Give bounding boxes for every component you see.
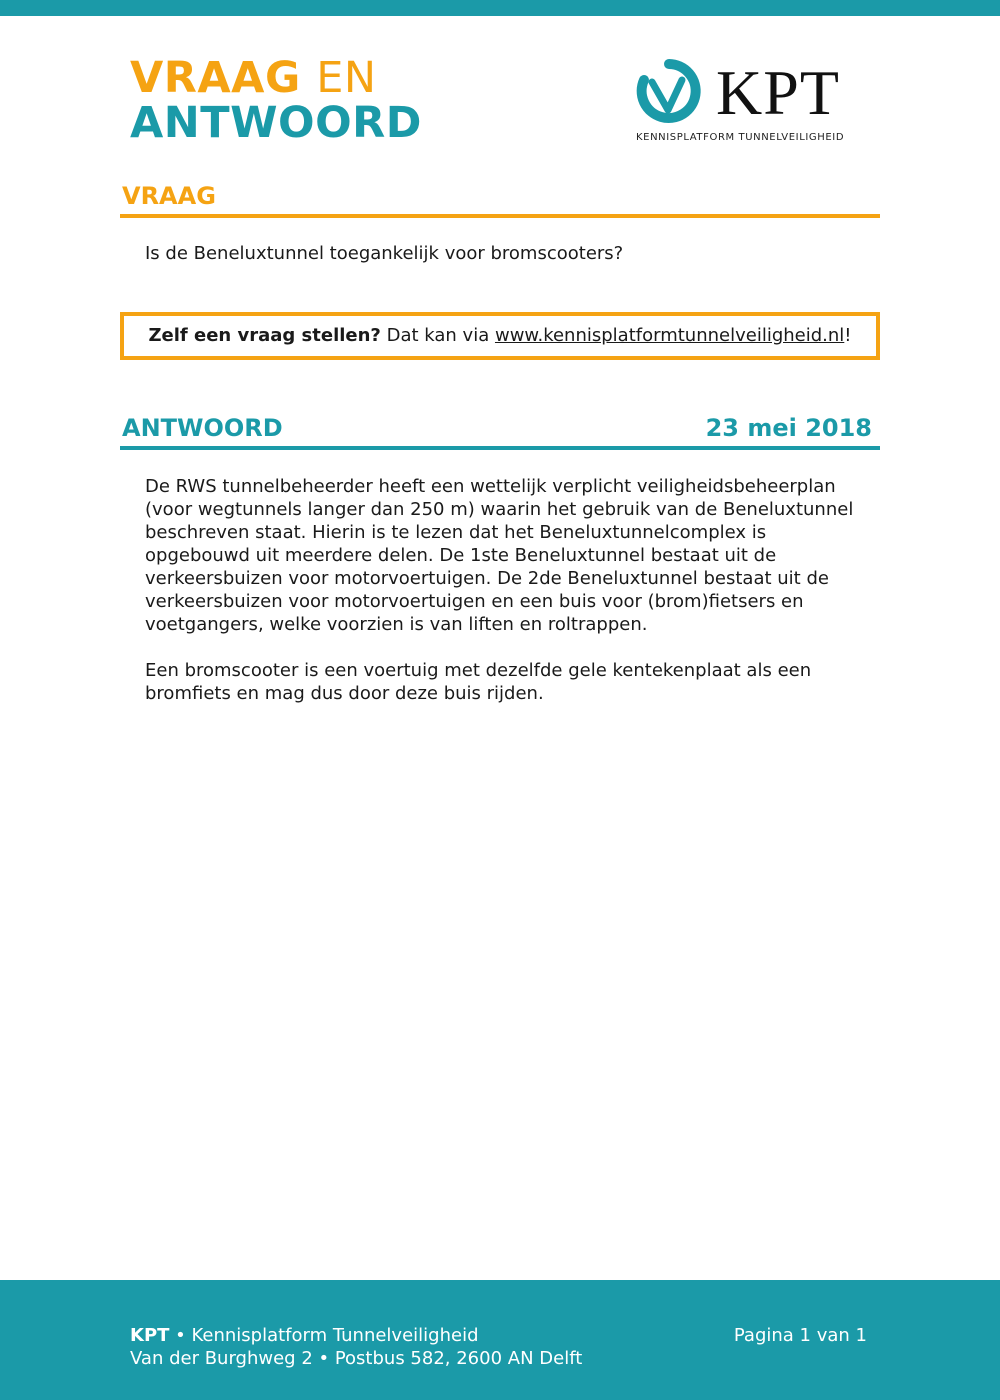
footer-org-short: KPT bbox=[130, 1325, 170, 1346]
answer-date: 23 mei 2018 bbox=[705, 414, 872, 442]
cta-end: ! bbox=[844, 325, 852, 346]
answer-paragraph: De RWS tunnelbeheerder heeft een wettelijk verplicht veiligheidsbeheerplan (voor wegtunnels langer dan 250 m) waarin het gebruik van de Beneluxtunnel beschreven staat. Hierin is te lezen dat het Beneluxtunnelcomplex is opgebouwd uit meerdere delen. De 1ste Beneluxtunnel bestaat uit de verkeersbuizen voor motorvoertuigen. De 2de Beneluxtunnel bestaat uit de verkeersbuizen voor motorvoertuigen en een buis voor (brom)fietsers en voetgangers, welke voorzien is van liften en roltrappen. bbox=[145, 476, 854, 635]
footer-address: Van der Burghweg 2 • Postbus 582, 2600 AN Delft bbox=[130, 1348, 583, 1369]
page-number: Pagina 1 van 1 bbox=[733, 1325, 867, 1346]
cta-text: Dat kan via bbox=[380, 325, 495, 346]
footer-org-name: • Kennisplatform Tunnelveiligheid bbox=[169, 1325, 479, 1346]
document-title bbox=[130, 53, 422, 148]
question-text: Is de Beneluxtunnel toegankelijk voor bromscooters? bbox=[145, 243, 624, 264]
section-heading-antwoord bbox=[120, 414, 880, 450]
title-word-antwoord: ANTWOORD bbox=[130, 98, 422, 148]
logo-wordmark: KPT bbox=[716, 57, 840, 128]
vraag-heading: VRAAG bbox=[122, 182, 216, 210]
title-word-en: EN bbox=[316, 53, 377, 103]
title-word-vraag: VRAAG bbox=[130, 53, 301, 103]
answer-body bbox=[145, 475, 865, 728]
footer-org-line bbox=[130, 1324, 479, 1347]
kpt-logo bbox=[636, 58, 876, 148]
kpt-website-link[interactable]: www.kennisplatformtunnelveiligheid.nl bbox=[494, 325, 845, 346]
page-footer bbox=[0, 1280, 1000, 1400]
cta-bold-text: Zelf een vraag stellen? bbox=[148, 325, 381, 346]
section-heading-vraag bbox=[120, 182, 880, 218]
top-accent-bar bbox=[0, 0, 1000, 16]
logo-subtitle: KENNISPLATFORM TUNNELVEILIGHEID bbox=[636, 132, 845, 143]
antwoord-heading: ANTWOORD bbox=[122, 414, 283, 442]
ask-question-box bbox=[120, 312, 880, 360]
answer-paragraph: Een bromscooter is een voertuig met dezelfde gele kentekenplaat als een bromfiets en mag dus door deze buis rijden. bbox=[145, 660, 812, 704]
kpt-logo-mark-icon bbox=[636, 58, 702, 124]
